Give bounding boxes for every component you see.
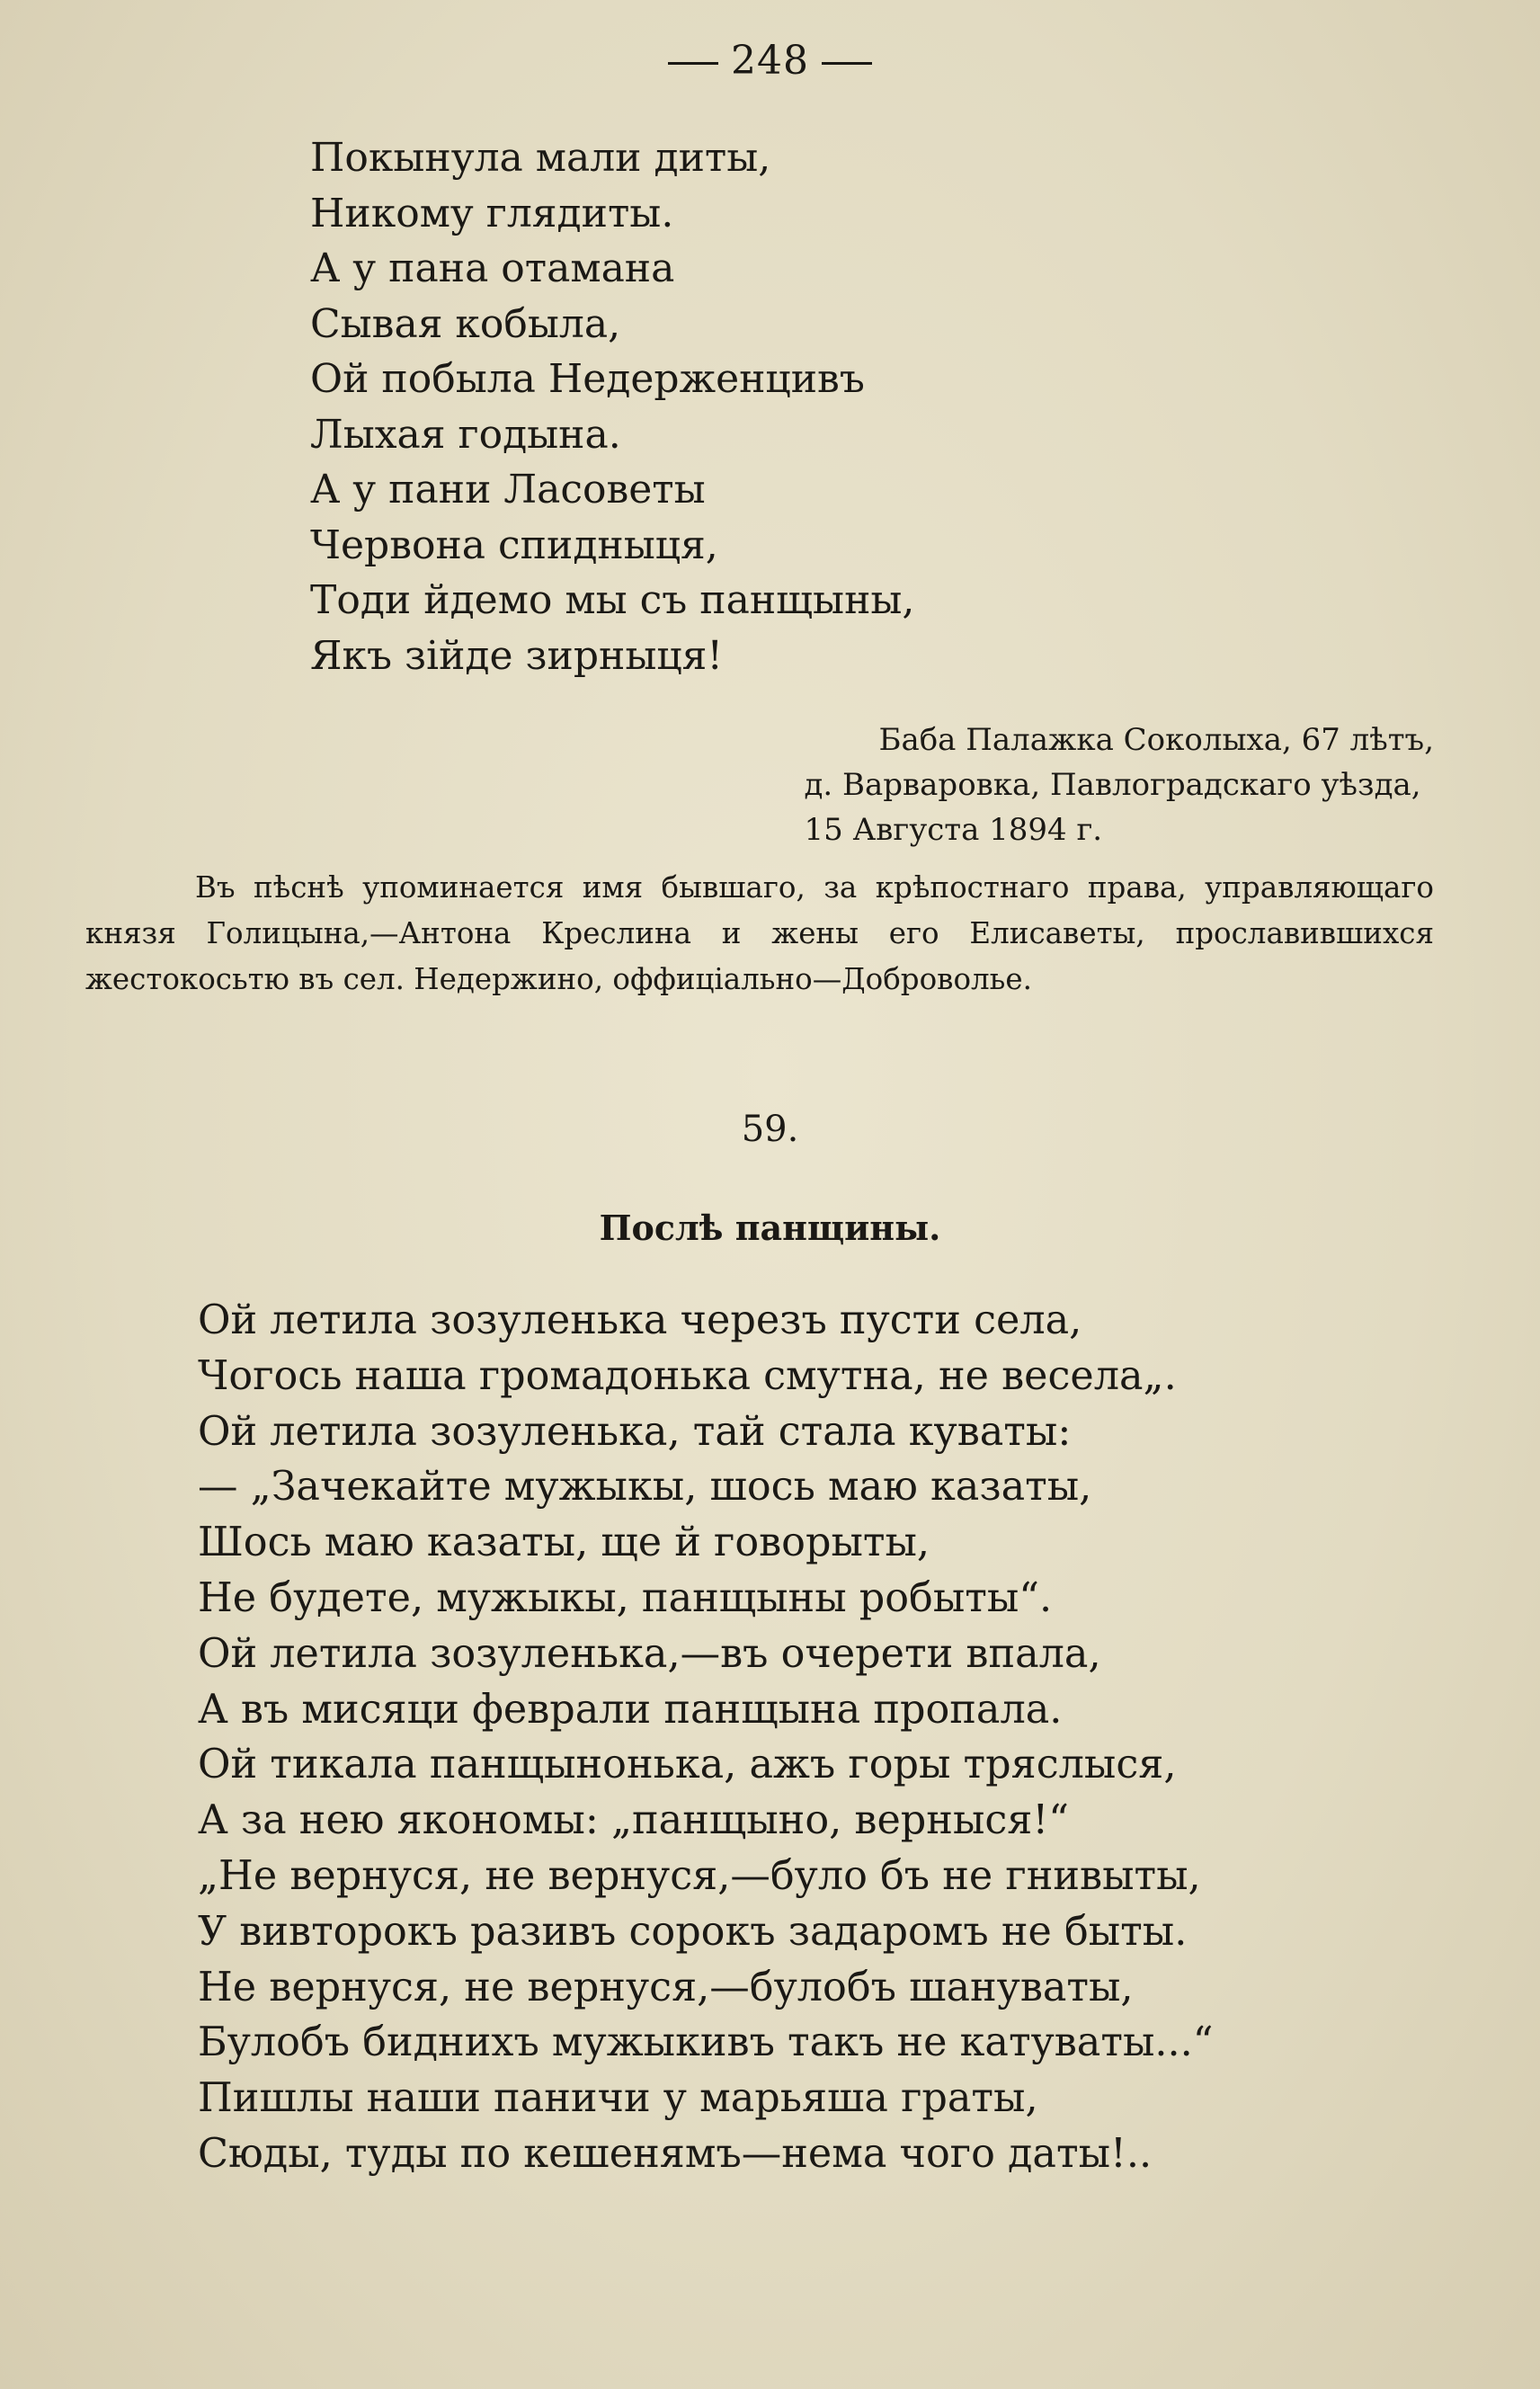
poem-line: Сывая кобыла, bbox=[310, 300, 621, 347]
editorial-note: Въ пѣснѣ упоминается имя бывшаго, за крѣпостнаго права, управляющаго князя Голицына,—Антона Креслина и жены его Елисаветы, прославившихся жестокосьтю въ сел. Недержино, оффиціально—Доброволье. bbox=[85, 870, 1434, 996]
poem-line: Покынула мали диты, bbox=[310, 135, 771, 181]
poem-line: Ой побыла Недерженцивъ bbox=[310, 356, 865, 402]
song-line: А въ мисяци феврали панщына пропала. bbox=[198, 1686, 1063, 1733]
poem-continuation bbox=[310, 130, 914, 683]
poem-line: Лыхая годына. bbox=[310, 411, 621, 458]
attribution-date: 15 Августа 1894 г. bbox=[804, 812, 1103, 848]
song-line: У вивторокъ разивъ сорокъ задаромъ не быты. bbox=[198, 1908, 1188, 1955]
song-line: Ой летила зозуленька черезъ пусти села, bbox=[198, 1297, 1082, 1343]
song-line: Ой летила зозуленька, тай стала куваты: bbox=[198, 1408, 1072, 1455]
poem-line: Якъ зійде зирныця! bbox=[310, 632, 724, 679]
song-line: Чогось наша громадонька смутна, не весела„. bbox=[198, 1352, 1177, 1399]
poem-line: А у пани Ласоветы bbox=[310, 467, 706, 513]
song-line: „Не вернуся, не вернуся,—було бъ не гнивыты, bbox=[198, 1852, 1201, 1899]
song-line: Булобъ биднихъ мужыкивъ такъ не катуваты...“ bbox=[198, 2019, 1214, 2066]
page-number: 248 bbox=[731, 38, 809, 84]
poem-line: Никому глядиты. bbox=[310, 190, 674, 236]
attribution-informant: Баба Палажка Соколыха, 67 лѣтъ, bbox=[878, 722, 1434, 758]
poem-line: А у пана отамана bbox=[310, 245, 675, 291]
left-dash bbox=[668, 62, 718, 65]
song-text bbox=[198, 1293, 1214, 2182]
poem-line: Тоди йдемо мы съ панщыны, bbox=[310, 577, 915, 623]
song-line: Пишлы наши паничи у марьяша граты, bbox=[198, 2075, 1038, 2122]
attribution-place: д. Варваровка, Павлоградскаго уѣзда, bbox=[804, 767, 1421, 803]
song-line: — „Зачекайте мужыкы, шось маю казаты, bbox=[198, 1464, 1092, 1511]
right-dash bbox=[822, 62, 872, 65]
song-line: Сюды, туды по кешенямъ—нема чого даты!.. bbox=[198, 2130, 1153, 2177]
song-line: Шось маю казаты, ще й говорыты, bbox=[198, 1520, 930, 1566]
song-line: Не будете, мужыкы, панщыны робыты“. bbox=[198, 1574, 1053, 1621]
page-number-header bbox=[0, 38, 1540, 84]
song-title: Послѣ панщины. bbox=[599, 1208, 941, 1248]
song-number: 59. bbox=[741, 1109, 799, 1150]
song-line: А за нею якономы: „панщыно, верныся!“ bbox=[198, 1797, 1069, 1844]
song-line: Не вернуся, не вернуся,—булобъ шануваты, bbox=[198, 1964, 1134, 2010]
song-line: Ой летила зозуленька,—въ очерети впала, bbox=[198, 1630, 1101, 1677]
attribution bbox=[804, 718, 1434, 852]
poem-line: Червона спидныця, bbox=[310, 521, 718, 568]
song-line: Ой тикала панщынонька, ажъ горы тряслыся, bbox=[198, 1742, 1177, 1788]
